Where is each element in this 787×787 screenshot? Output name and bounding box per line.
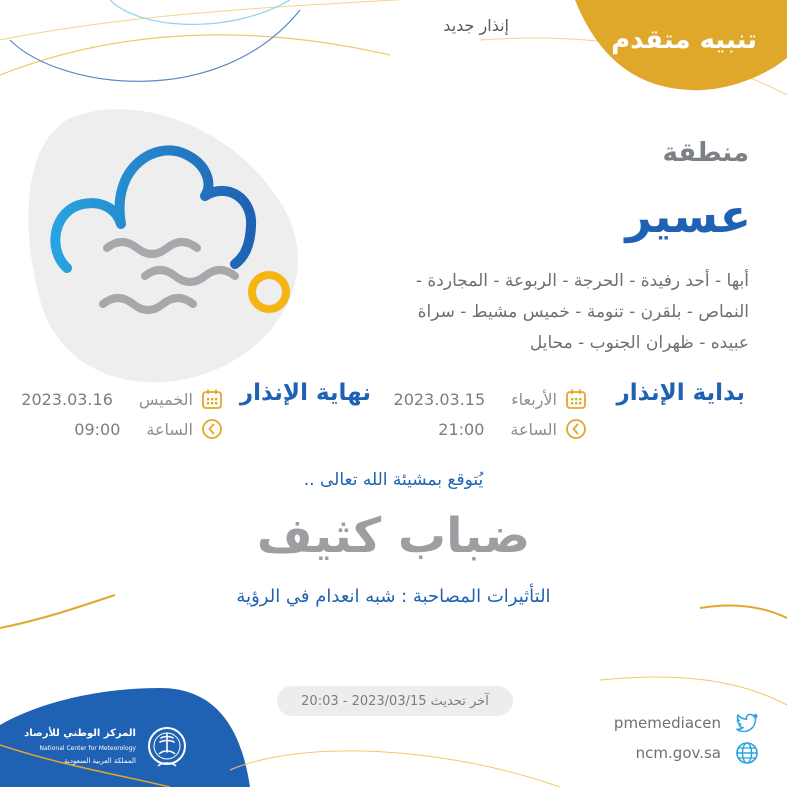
logo-country: المملكة العربية السعودية xyxy=(64,757,136,765)
new-warning-label: إنذار جديد xyxy=(443,16,509,35)
phenomenon-title: ضباب كثيف xyxy=(256,508,531,564)
expectation-text: يُتوقع بمشيئة الله تعالى .. xyxy=(303,470,484,490)
globe-icon xyxy=(735,741,759,765)
end-time-row xyxy=(74,416,223,442)
end-date-row xyxy=(21,386,223,412)
end-time: 09:00 xyxy=(74,419,121,439)
website-url[interactable]: ncm.gov.sa xyxy=(635,744,721,762)
start-time-row xyxy=(438,416,587,442)
region-label: منطقة xyxy=(662,138,749,168)
website-link[interactable] xyxy=(601,740,759,766)
calendar-icon xyxy=(565,388,587,410)
start-time: 21:00 xyxy=(438,419,485,439)
start-time-label: الساعة xyxy=(510,419,557,439)
areas-line: عبيده - ظهران الجنوب - محايل xyxy=(529,333,749,353)
effects-text: التأثيرات المصاحبة : شبه انعدام في الرؤية xyxy=(236,586,551,607)
twitter-link[interactable] xyxy=(601,710,759,736)
twitter-icon xyxy=(735,712,759,734)
affected-areas xyxy=(369,266,749,359)
areas-line: النماص - بلقرن - تنومة - خميس مشيط - سراة xyxy=(417,302,749,322)
cloud-fog-sun-icon xyxy=(45,140,305,340)
clock-icon xyxy=(201,418,223,440)
logo-english-name: National Center for Meteorology xyxy=(39,745,136,752)
areas-line: أبها - أحد رفيدة - الحرجة - الربوعة - المجاردة - xyxy=(415,271,749,291)
clock-icon xyxy=(565,418,587,440)
end-title: نهاية الإنذار xyxy=(239,380,371,406)
calendar-icon xyxy=(201,388,223,410)
end-date: 2023.03.16 xyxy=(21,389,113,409)
region-name: عسير xyxy=(625,189,751,243)
alert-level-badge: تنبيه متقدم xyxy=(611,25,757,55)
end-time-label: الساعة xyxy=(146,419,193,439)
start-title: بداية الإنذار xyxy=(616,380,745,406)
last-update-pill: آخر تحديث 2023/03/15 - 20:03 xyxy=(277,686,513,716)
start-date-row xyxy=(394,386,587,412)
ncm-emblem-icon xyxy=(146,724,188,772)
start-day: الأربعاء xyxy=(511,389,557,409)
logo-arabic-name: المركز الوطني للأرصاد xyxy=(24,728,136,739)
start-date: 2023.03.15 xyxy=(393,389,486,409)
end-day: الخميس xyxy=(138,389,193,409)
twitter-handle[interactable]: pmemediacen xyxy=(613,714,721,732)
